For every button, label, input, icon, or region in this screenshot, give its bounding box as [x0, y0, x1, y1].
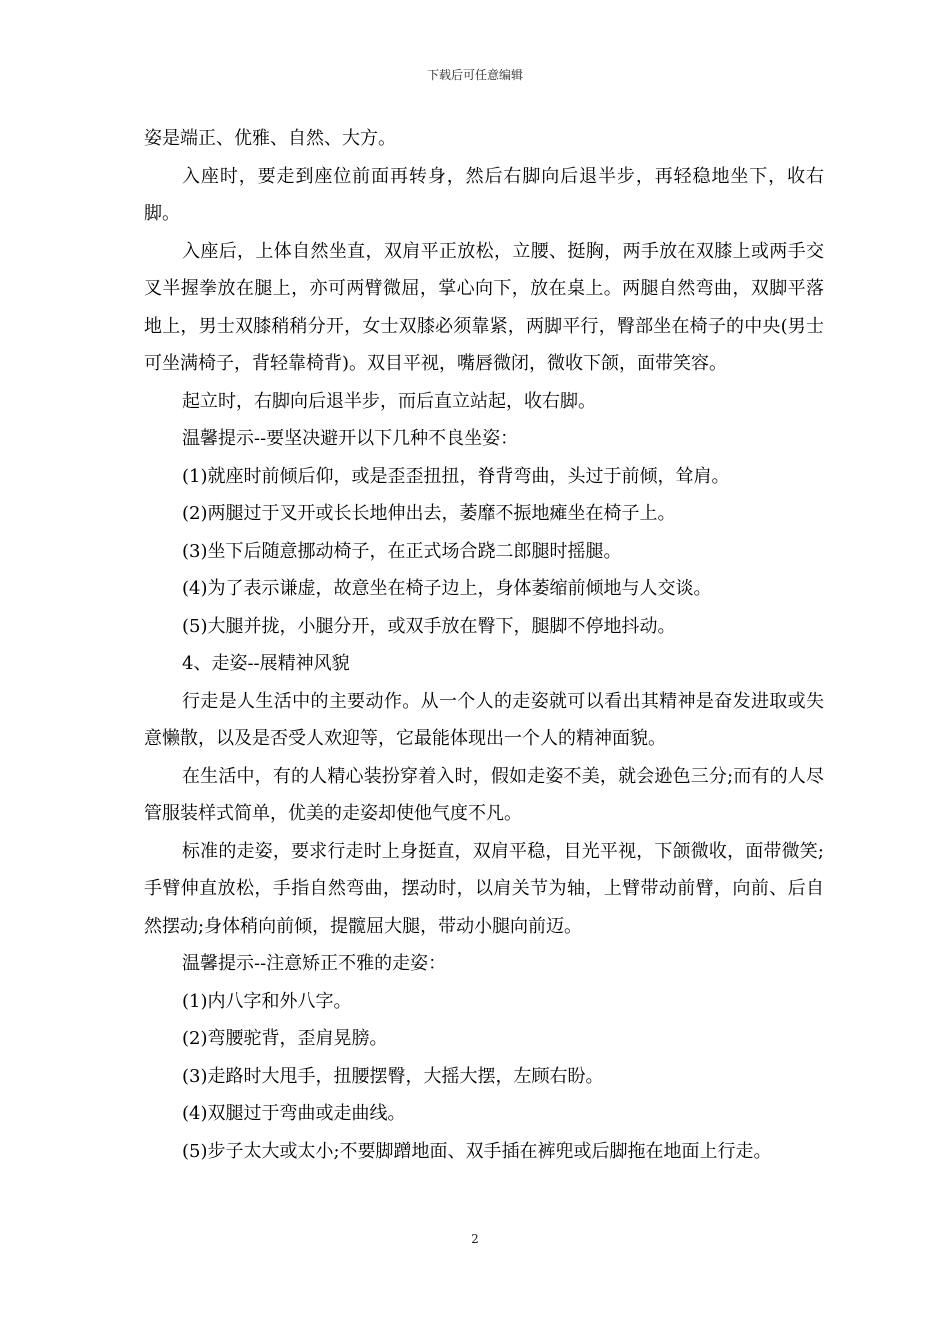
body-text — [144, 120, 824, 1170]
list-item: (3)走路时大甩手，扭腰摆臀，大摇大摆，左顾右盼。 — [182, 1065, 604, 1087]
paragraph: 入座后，上体自然坐直，双肩平正放松，立腰、挺胸，两手放在双膝上或两手交叉半握拳放在腿上，亦可两臂微屈，掌心向下，放在桌上。两腿自然弯曲，双脚平落地上，男士双膝稍稍分开，女士双膝必须靠紧，两脚平行，臀部坐在椅子的中央(男士可坐满椅子，背轻靠椅背)。双目平视，嘴唇微闭，微收下颌，面带笑容。 — [144, 240, 824, 374]
list-item: (3)坐下后随意挪动椅子，在正式场合跷二郎腿时摇腿。 — [182, 540, 622, 562]
list-item: (4)双腿过于弯曲或走曲线。 — [182, 1103, 406, 1124]
paragraph: 姿是端正、优雅、自然、大方。 — [144, 128, 396, 149]
section-heading: 4、走姿--展精神风貌 — [182, 653, 350, 674]
paragraph: 行走是人生活中的主要动作。从一个人的走姿就可以看出其精神是奋发进取或失意懒散，以及是否受人欢迎等，它最能体现出一个人的精神面貌。 — [144, 690, 824, 749]
tips-heading: 温馨提示--要坚决避开以下几种不良坐姿： — [182, 428, 519, 449]
tips-heading: 温馨提示--注意矫正不雅的走姿： — [182, 953, 447, 974]
paragraph: 在生活中，有的人精心装扮穿着入时，假如走姿不美，就会逊色三分;而有的人尽管服装样式简单，优美的走姿却使他气度不凡。 — [144, 765, 824, 824]
list-item: (5)步子太大或太小;不要脚蹭地面、双手插在裤兜或后脚拖在地面上行走。 — [182, 1140, 772, 1162]
list-item: (2)两腿过于叉开或长长地伸出去，萎靡不振地瘫坐在椅子上。 — [182, 503, 676, 524]
list-item: (1)内八字和外八字。 — [182, 990, 352, 1012]
list-item: (4)为了表示谦虚，故意坐在椅子边上，身体萎缩前倾地与人交谈。 — [182, 578, 712, 599]
list-item: (1)就座时前倾后仰，或是歪歪扭扭，脊背弯曲，头过于前倾，耸肩。 — [182, 465, 730, 487]
page-header: 下载后可任意编辑 — [426, 68, 523, 82]
paragraph: 起立时，右脚向后退半步，而后直立站起，收右脚。 — [182, 390, 596, 412]
list-item: (2)弯腰驼背，歪肩晃膀。 — [182, 1028, 388, 1049]
list-item: (5)大腿并拢，小腿分开，或双手放在臀下，腿脚不停地抖动。 — [182, 615, 676, 637]
paragraph: 入座时，要走到座位前面再转身，然后右脚向后退半步，再轻稳地坐下，收右脚。 — [144, 165, 824, 224]
page-number: 2 — [471, 1232, 479, 1246]
paragraph: 标准的走姿，要求行走时上身挺直，双肩平稳，目光平视，下颌微收，面带微笑;手臂伸直放松，手指自然弯曲，摆动时，以肩关节为轴，上臂带动前臂，向前、后自然摆动;身体稍向前倾，提髋屈大腿，带动小腿向前迈。 — [144, 840, 824, 937]
